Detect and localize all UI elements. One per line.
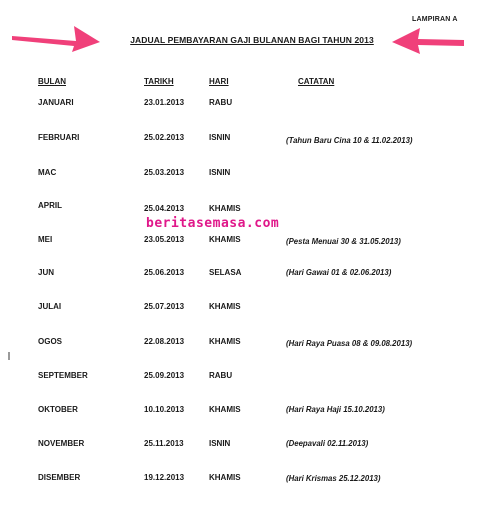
column-header-tarikh: TARIKH — [144, 77, 174, 86]
table-row — [0, 133, 485, 145]
cell-catatan: (Hari Raya Puasa 08 & 09.08.2013) — [286, 339, 413, 348]
table-row — [0, 473, 485, 485]
cell-tarikh: 22.08.2013 — [144, 337, 185, 346]
cell-hari: KHAMIS — [209, 473, 241, 482]
cell-hari: KHAMIS — [209, 235, 241, 244]
cell-hari: KHAMIS — [209, 405, 241, 414]
cell-tarikh: 23.05.2013 — [144, 235, 185, 244]
cell-bulan: APRIL — [38, 201, 62, 210]
cell-bulan: MAC — [38, 168, 57, 177]
cell-hari: KHAMIS — [209, 204, 241, 213]
cell-tarikh: 23.01.2013 — [144, 98, 185, 107]
cell-bulan: FEBRUARI — [38, 133, 80, 142]
table-row — [0, 439, 485, 451]
cell-hari: ISNIN — [209, 168, 231, 177]
cell-hari: KHAMIS — [209, 337, 241, 346]
cell-tarikh: 10.10.2013 — [144, 405, 185, 414]
scan-edge-mark — [8, 352, 10, 360]
column-header-catatan: CATATAN — [298, 77, 335, 86]
column-header-bulan: BULAN — [38, 77, 66, 86]
cell-catatan: (Deepavali 02.11.2013) — [286, 439, 369, 448]
cell-bulan: NOVEMBER — [38, 439, 85, 448]
table-row — [0, 235, 485, 247]
cell-bulan: JULAI — [38, 302, 62, 311]
cell-hari: RABU — [209, 98, 233, 107]
cell-tarikh: 25.06.2013 — [144, 268, 185, 277]
table-row — [0, 371, 485, 383]
table-row — [0, 337, 485, 349]
cell-bulan: SEPTEMBER — [38, 371, 88, 380]
table-row — [0, 405, 485, 417]
lampiran-label: LAMPIRAN A — [412, 16, 458, 23]
table-row — [0, 98, 485, 110]
cell-tarikh: 25.03.2013 — [144, 168, 185, 177]
table-row — [0, 268, 485, 280]
column-header-hari: HARI — [209, 77, 229, 86]
watermark: beritasemasa.com — [146, 216, 280, 231]
cell-tarikh: 25.09.2013 — [144, 371, 185, 380]
cell-bulan: JUN — [38, 268, 55, 277]
cell-hari: ISNIN — [209, 133, 231, 142]
cell-tarikh: 25.02.2013 — [144, 133, 185, 142]
cell-tarikh: 25.11.2013 — [144, 439, 184, 448]
cell-tarikh: 25.07.2013 — [144, 302, 185, 311]
cell-hari: KHAMIS — [209, 302, 241, 311]
arrow-left-icon — [390, 26, 466, 58]
cell-catatan: (Pesta Menuai 30 & 31.05.2013) — [286, 237, 401, 246]
cell-hari: ISNIN — [209, 439, 231, 448]
arrow-right-icon — [10, 22, 102, 54]
cell-catatan: (Hari Raya Haji 15.10.2013) — [286, 405, 385, 414]
cell-bulan: OGOS — [38, 337, 63, 346]
cell-tarikh: 19.12.2013 — [144, 473, 185, 482]
table-row — [0, 168, 485, 180]
cell-hari: SELASA — [209, 268, 242, 277]
page-title: JADUAL PEMBAYARAN GAJI BULANAN BAGI TAHUN 2013 — [130, 35, 374, 45]
cell-bulan: OKTOBER — [38, 405, 78, 414]
cell-catatan: (Tahun Baru Cina 10 & 11.02.2013) — [286, 136, 413, 145]
table-row — [0, 201, 485, 213]
cell-tarikh: 25.04.2013 — [144, 204, 185, 213]
cell-catatan: (Hari Gawai 01 & 02.06.2013) — [286, 268, 392, 277]
table-row — [0, 302, 485, 314]
cell-bulan: MEI — [38, 235, 53, 244]
cell-bulan: JANUARI — [38, 98, 74, 107]
cell-catatan: (Hari Krismas 25.12.2013) — [286, 474, 381, 483]
cell-hari: RABU — [209, 371, 233, 380]
cell-bulan: DISEMBER — [38, 473, 81, 482]
